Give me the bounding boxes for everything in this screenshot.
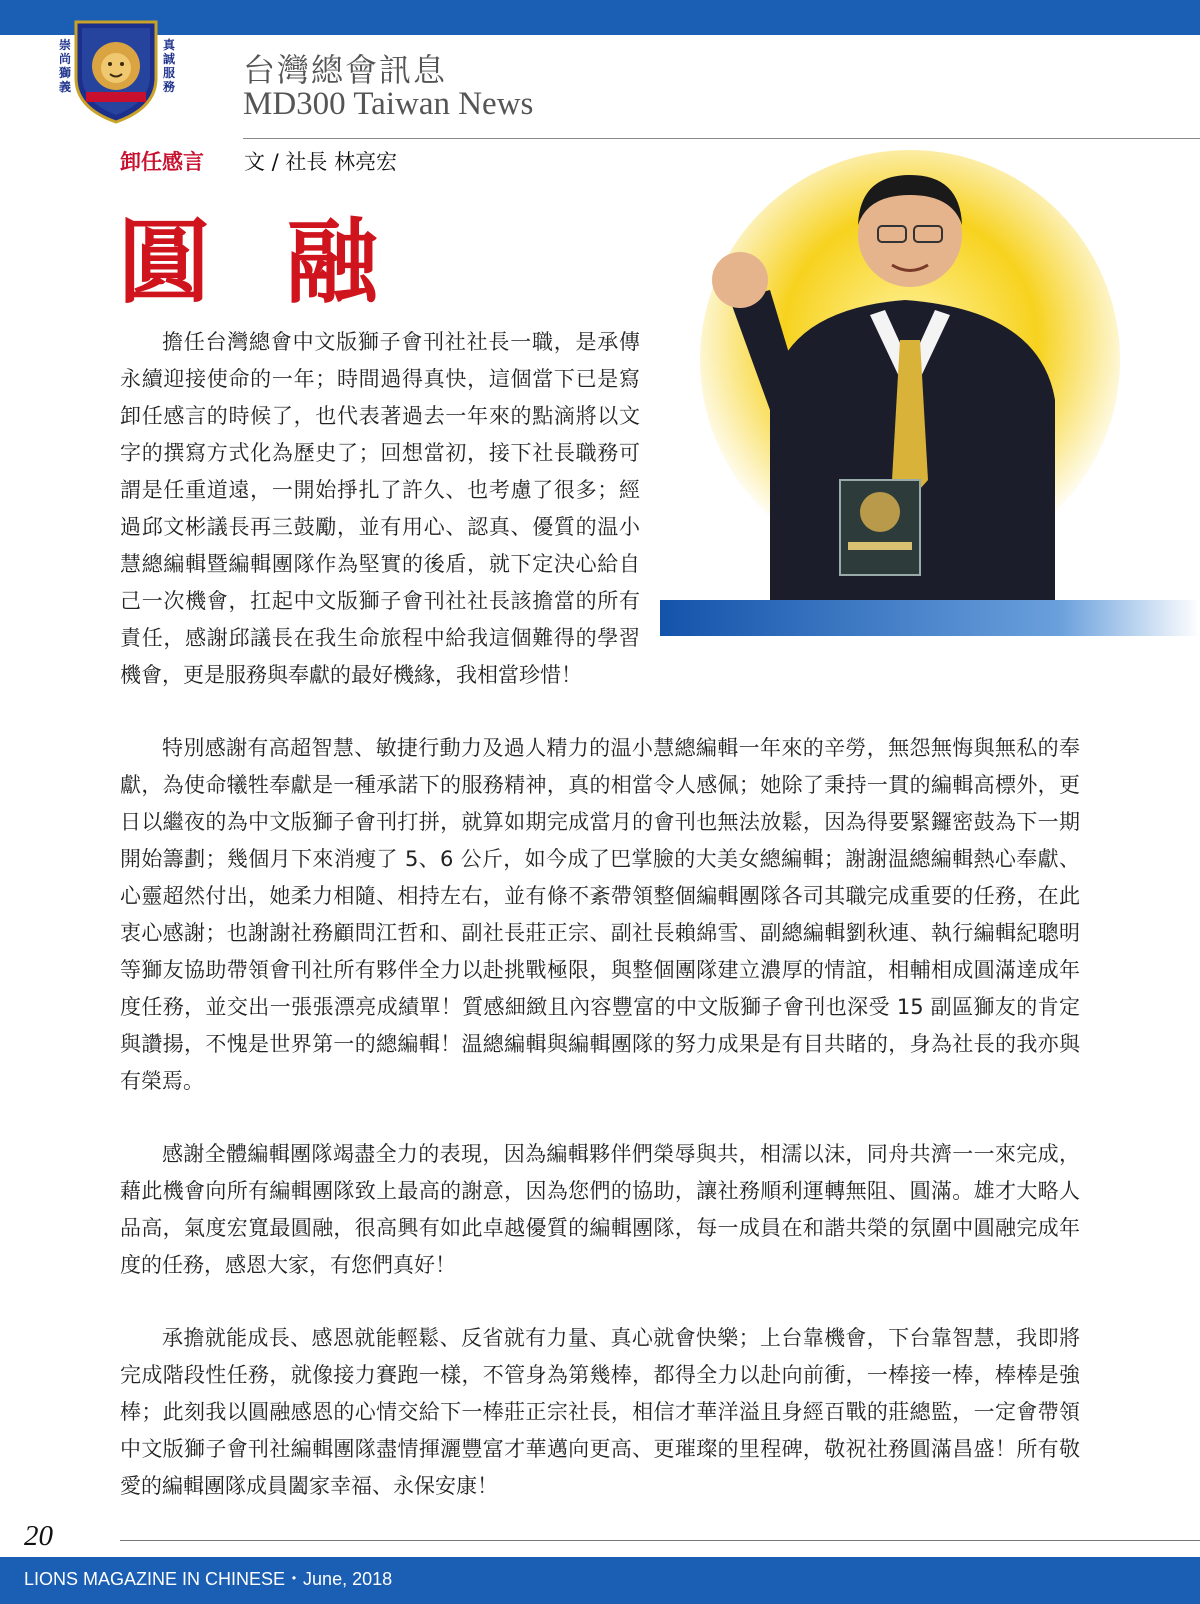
- article-paragraph-4: 承擔就能成長、感恩就能輕鬆、反省就有力量、真心就會快樂；上台靠機會，下台靠智慧，我即將完成階段性任務，就像接力賽跑一樣，不管身為第幾棒，都得全力以赴向前衝，一棒接一棒，棒棒是強棒；此刻我以圓融感恩的心情交給下一棒莊正宗社長，相信才華洋溢且身經百戰的莊總監，一定會帶領中文版獅子會刊社編輯團隊盡情揮灑豐富才華邁向更高、更璀璨的里程碑，敬祝社務圓滿昌盛！所有敬愛的編輯團隊成員闔家幸福、永保安康！: [120, 1326, 1080, 1498]
- article-paragraph-2: 特別感謝有高超智慧、敏捷行動力及過人精力的温小慧總編輯一年來的辛勞，無怨無悔與無私的奉獻，為使命犧牲奉獻是一種承諾下的服務精神，真的相當令人感佩；她除了秉持一貫的編輯高標外，更日以繼夜的為中文版獅子會刊打拼，就算如期完成當月的會刊也無法放鬆，因為得要緊鑼密鼓為下一期開始籌劃；幾個月下來消瘦了 5、6 公斤，如今成了巴掌臉的大美女總編輯；謝謝温總編輯熱心奉獻、心靈超然付出，她柔力相隨、相持左右，並有條不紊帶領整個編輯團隊各司其職完成重要的任務，在此衷心感謝；也謝謝社務顧問江哲和、副社長莊正宗、副社長賴綿雪、副總編輯劉秋連、執行編輯紀聰明等獅友協助帶領會刊社所有夥伴全力以赴挑戰極限，與整個團隊建立濃厚的情誼，相輔相成圓滿達成年度任務，並交出一張張漂亮成績單！質感細緻且內容豐富的中文版獅子會刊也深受 15 副區獅友的肯定與讚揚，不愧是世界第一的總編輯！温總編輯與編輯團隊的努力成果是有目共睹的，身為社長的我亦與有榮焉。: [120, 736, 1080, 1093]
- lions-club-logo: [50, 16, 182, 124]
- article-byline: 文 / 社長 林亮宏: [244, 150, 398, 174]
- logo-right-motto: 真誠服務: [162, 38, 175, 94]
- header-title-en: MD300 Taiwan News: [243, 86, 534, 122]
- article-paragraph-3: 感謝全體編輯團隊竭盡全力的表現，因為編輯夥伴們榮辱與共，相濡以沫，同舟共濟一一來完成，藉此機會向所有編輯團隊致上最高的謝意，因為您們的協助，讓社務順利運轉無阻、圓滿。雄才大略人品高，氣度宏寬最圓融，很高興有如此卓越優質的編輯團隊，每一成員在和諧共榮的氛圍中圓融完成年度的任務，感恩大家，有您們真好！: [120, 1142, 1080, 1277]
- article-body: [120, 324, 1080, 1541]
- header-title-zh: 台灣總會訊息: [243, 51, 448, 89]
- page-number: 20: [24, 1520, 53, 1552]
- header-divider: [243, 138, 1200, 139]
- logo-left-motto: 崇尚獅義: [58, 38, 71, 94]
- footer-divider: [120, 1540, 1200, 1541]
- article-title: 圓 融: [118, 208, 401, 316]
- article-paragraph-1: 擔任台灣總會中文版獅子會刊社社長一職，是承傳永續迎接使命的一年；時間過得真快，這個當下已是寫卸任感言的時候了，也代表著過去一年來的點滴將以文字的撰寫方式化為歷史了；回想當初，接下社長職務可謂是任重道遠，一開始掙扎了許久、也考慮了很多；經過邱文彬議長再三鼓勵，並有用心、認真、優質的温小慧總編輯暨編輯團隊作為堅實的後盾，就下定決心給自己一次機會，扛起中文版獅子會刊社社長該擔當的所有責任，感謝邱議長在我生命旅程中給我這個難得的學習機會，更是服務與奉獻的最好機緣，我相當珍惜！: [120, 330, 640, 687]
- section-label: 卸任感言: [120, 149, 204, 174]
- photo-wrap-spacer: [640, 324, 1080, 654]
- footer-publication: LIONS MAGAZINE IN CHINESE・June, 2018: [24, 1569, 393, 1589]
